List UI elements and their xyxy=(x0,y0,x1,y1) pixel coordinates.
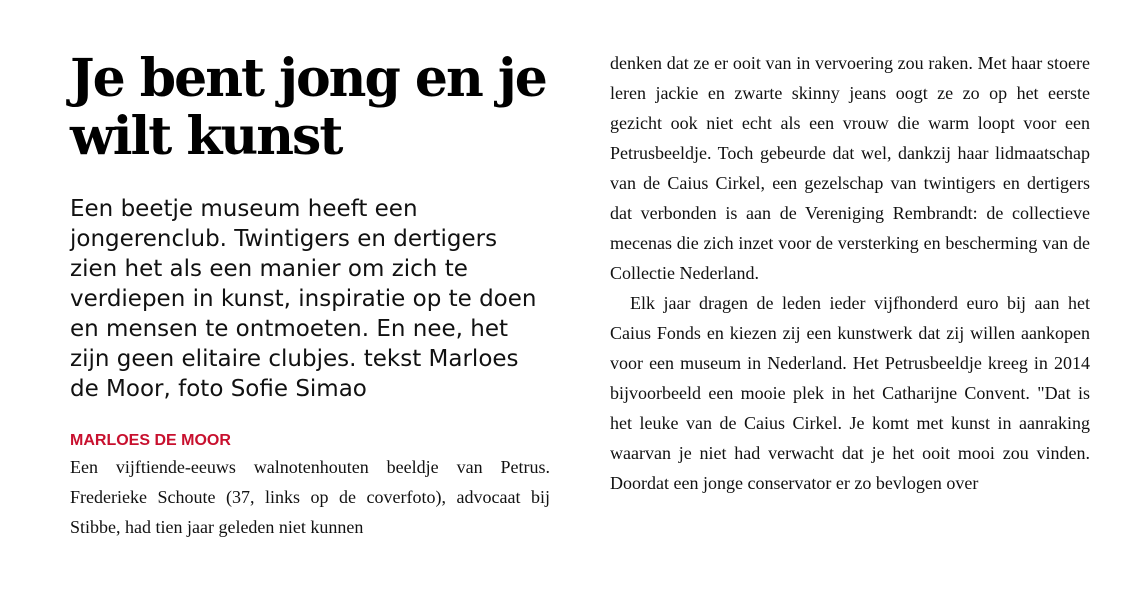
article-intro: Een beetje museum heeft een jongerenclub. Twintigers en dertigers zien het als een manier om zich te verdiepen in kunst, inspiratie op te doen en mensen te ontmoeten. En nee, het zijn geen elitaire clubjes. tekst Marloes de Moor, foto Sofie Simao xyxy=(70,196,537,402)
body-paragraph-left: Een vijftiende-eeuws walnotenhouten beeldje van Petrus. Frederieke Schoute (37, links op de coverfoto), advocaat bij Stibbe, had tien jaar geleden niet kunnen xyxy=(70,457,550,537)
author-byline: MARLOES DE MOOR xyxy=(70,432,231,449)
body-paragraph-right-1: denken dat ze er ooit van in vervoering zou raken. Met haar stoere leren jackie en zwarte skinny jeans oogt ze zo op het eerste gezicht ook niet echt als een vrouw die warm loopt voor een Petrusbeeldje. Toch gebeurde dat wel, dankzij haar lidmaatschap van de Caius Cirkel, een gezelschap van twintigers en dertigers dat verbonden is aan de Vereniging Rembrandt: de collectieve mecenas die zich inzet voor de versterking en bescherming van de Collectie Nederland. xyxy=(610,53,1090,283)
left-column xyxy=(70,50,550,542)
right-column xyxy=(610,48,1090,498)
article-headline: Je bent jong en je wilt kunst xyxy=(70,48,546,167)
body-paragraph-right-2: Elk jaar dragen de leden ieder vijfhonderd euro bij aan het Caius Fonds en kiezen zij een kunstwerk dat zij willen aankopen voor een museum in Nederland. Het Petrusbeeldje kreeg in 2014 bijvoorbeeld een mooie plek in het Catharijne Convent. "Dat is het leuke van de Caius Cirkel. Je komt met kunst in aanraking waarvan je niet had verwacht dat je het ooit mooi zou vinden. Doordat een jonge conservator er zo bevlogen over xyxy=(610,293,1090,493)
